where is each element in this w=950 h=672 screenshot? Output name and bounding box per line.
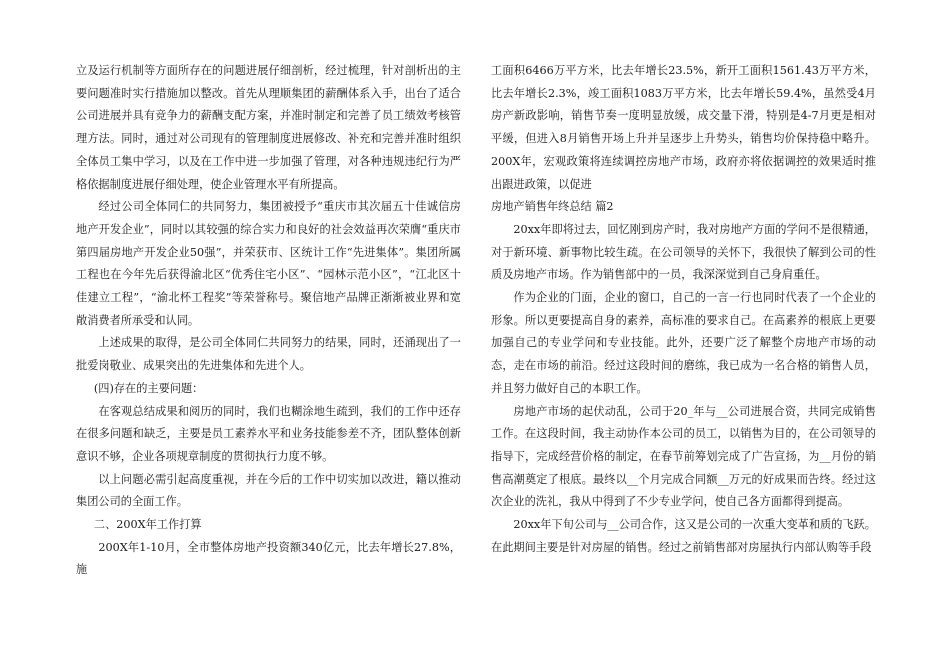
section-heading: (四)存在的主要问题： xyxy=(93,381,204,395)
paragraph: 工面积6466万平方米，比去年增长23.5%，新开工面积1561.43万平方米，比去年增长2.3%，竣工面积1083万平方米，比去年增长59.4%，虽然受4月房产新政影响，销售节奏一度明显放缓，成交量下滑，特别是4-7月更是相对平缓，但进入8月销售开场上升并呈逐步上升势头，销售均价保持稳中略升。200X年，宏观政策将连续调控房地产市场，政府亦将依据调控的效果适时推出跟进政策，以促进 xyxy=(491,64,876,191)
paragraph: 200X年1-10月，全市整体房地产投资额340亿元，比去年增长27.8%，施 xyxy=(76,540,461,577)
paragraph: 立及运行机制等方面所存在的问题进展仔细剖析，经过梳理，针对剖析出的主要问题准时实行措施加以整改。首先从理顺集团的薪酬体系入手，出台了适合公司进展并具有竞争力的薪酬支配方案，并准时制定和完善了员工绩效考核管理方法。同时，通过对公司现有的管理制度进展修改、补充和完善并准时组织全体员工集中学习，以及在工作中进一步加强了管理，对各种违规违纪行为严格依据制度进展仔细处理，使企业管理水平有所提高。 xyxy=(76,64,461,191)
section-heading: 二、200X年工作打算 xyxy=(93,518,202,532)
paragraph: 作为企业的门面，企业的窗口，自己的一言一行也同时代表了一个企业的形象。所以更要提高自身的素养，高标准的要求自己。在高素养的根底上更要加强自己的专业学问和专业技能。此外，还要广泛了解整个房地产市场的动态，走在市场的前沿。经过这段时间的磨练，我已成为一名合格的销售人员，并且努力做好自己的本职工作。 xyxy=(491,291,876,395)
paragraph: 上述成果的取得，是公司全体同仁共同努力的结果，同时，还涌现出了一批爱岗敬业、成果突出的先进集体和先进个人。 xyxy=(76,336,461,373)
right-column xyxy=(491,60,876,559)
paragraph: 以上问题必需引起高度重视，并在今后的工作中切实加以改进，籍以推动集团公司的全面工作。 xyxy=(76,472,461,509)
paragraph: 在客观总结成果和阅历的同时，我们也糊涂地生疏到，我们的工作中还存在很多问题和缺乏，主要是员工素养水平和业务技能参差不齐，团队整体创新意识不够，企业各项规章制度的贯彻执行力度不够。 xyxy=(76,404,461,463)
paragraph: 房地产市场的起伏动乱，公司于20_年与__公司进展合资，共同完成销售工作。在这段时间，我主动协作本公司的员工，以销售为目的，在公司领导的指导下，完成经营价格的制定，在春节前筹划完成了广告宣扬，为__月份的销售高潮奠定了根底。最终以__个月完成合同额__万元的好成果而告终。经过这次企业的洗礼，我从中得到了不少专业学问，使自己各方面都得到提高。 xyxy=(491,404,876,509)
paragraph: 20xx年下旬公司与__公司合作，这又是公司的一次重大变革和质的飞跃。在此期间主要是针对房屋的销售。经过之前销售部对房屋执行内部认购等手段 xyxy=(491,518,876,554)
paragraph: 20xx年即将过去，回忆刚到房产时，我对房地产方面的学问不是很精通，对于新环境、新事物比较生疏。在公司领导的关怀下，我很快了解到公司的性质及房地产市场。作为销售部中的一员，我深深觉到自己身肩重任。 xyxy=(491,222,876,282)
paragraph: 经过公司全体同仁的共同努力，集团被授予“重庆市其次届五十佳诚信房地产开发企业”，同时以其较强的综合实力和良好的社会效益再次荣膺“重庆市第四届房地产开发企业50强”，并荣获市、区统计工作“先进集体”。集团所属工程也在今年先后获得渝北区“优秀住宅小区”、“园林示范小区”，“江北区十佳建立工程”，“渝北杯工程奖”等荣誉称号。聚信地产品牌正渐渐被业界和宽敞消费者所承受和认同。 xyxy=(76,200,461,327)
left-column xyxy=(76,60,461,582)
article-title: 房地产销售年终总结 篇2 xyxy=(491,200,614,214)
